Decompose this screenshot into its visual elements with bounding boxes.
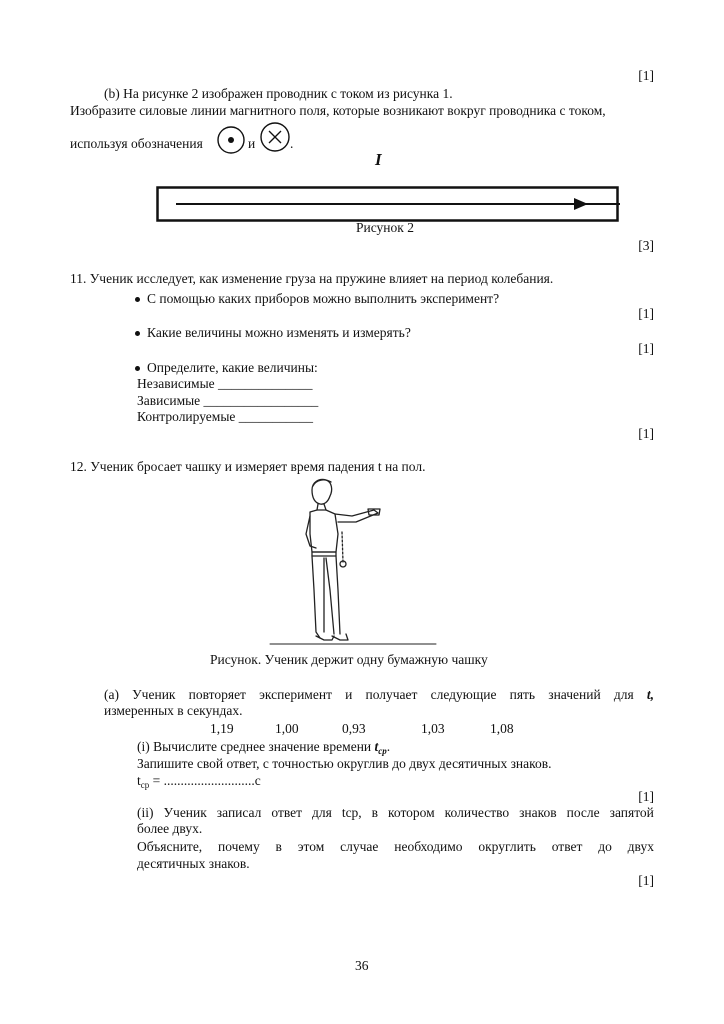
current-arrow-head [574, 198, 588, 210]
mark: [1] [638, 426, 654, 441]
mark: [1] [638, 306, 654, 321]
q11-bullet3: Определите, какие величины: [147, 360, 318, 375]
q12a-word: повторяет [188, 687, 246, 702]
answer-t-sub: ср [140, 780, 150, 790]
q11-controlled: Контролируемые ___________ [137, 409, 314, 424]
q12-ii-word: случае [340, 839, 379, 854]
answer-t: t [137, 773, 141, 788]
mark: [1] [638, 68, 654, 83]
value-2: 1,00 [275, 721, 299, 736]
q12-ii-word: записал [216, 805, 262, 820]
mark: [1] [638, 341, 654, 356]
cross-symbol-icon [258, 120, 292, 154]
q12a-line1 [104, 687, 654, 703]
q12-ii-word: tср, [341, 805, 362, 820]
q10b-line1: (b) На рисунке 2 изображен проводник с током из рисунка 1. [104, 86, 453, 101]
q11-bullet2: Какие величины можно изменять и измерять? [147, 325, 411, 340]
bullet-icon [135, 366, 140, 371]
q12-answer-line [137, 773, 261, 793]
value-4: 1,03 [421, 721, 445, 736]
q12-ii-word: до [598, 839, 612, 854]
q12a-word: (а) [104, 687, 119, 702]
q12a-word: Ученик [132, 687, 176, 702]
figure2-caption: Рисунок 2 [356, 220, 414, 235]
student-figure-caption: Рисунок. Ученик держит одну бумажную чашку [210, 652, 488, 667]
q12a-word: получает [365, 687, 418, 702]
q11-bullet1: С помощью каких приборов можно выполнить эксперимент? [147, 291, 500, 306]
t-var-sub: ср [378, 746, 387, 756]
q12a-word: для [613, 687, 634, 702]
q12-ii-word: почему [218, 839, 260, 854]
student-figure [268, 472, 440, 648]
q12-ii-word: после [566, 805, 600, 820]
q12-ii-word: котором [388, 805, 435, 820]
q12-ii-word: ответ [271, 805, 303, 820]
q12-ii-word: округлить [478, 839, 536, 854]
q12-ii-word: в [371, 805, 379, 820]
t-var: t [374, 739, 379, 754]
bullet-icon [135, 331, 140, 336]
q12-ii-line2: более двух. [137, 821, 203, 836]
q12-ii-line1 [137, 805, 654, 821]
t-var-end: . [386, 739, 391, 754]
q12-ii-word: необходимо [394, 839, 463, 854]
q12-ii-word: количество [444, 805, 510, 820]
q12-ii-word: Ученик [163, 805, 207, 820]
q10b-line3-text: используя обозначения [70, 136, 203, 151]
bullet-icon [135, 297, 140, 302]
q12-ii-word: Объясните, [137, 839, 203, 854]
q10b-end: . [290, 136, 294, 151]
q12a-word: и [345, 687, 353, 702]
mark: [1] [638, 789, 654, 804]
mark: [3] [638, 238, 654, 253]
q12-ii-word: двух [627, 839, 654, 854]
q12-ii-word: ответ [551, 839, 583, 854]
q12-ii-line4: десятичных знаков. [137, 856, 250, 871]
q12a-word: следующие [430, 687, 497, 702]
q12a-word: эксперимент [259, 687, 332, 702]
current-label: I [375, 150, 382, 169]
q12a-word: пять [509, 687, 536, 702]
q12-i-line2: Запишите свой ответ, с точностью округлив до двух десятичных знаков. [137, 756, 552, 771]
q12-ii-word: (ii) [137, 805, 154, 820]
mark: [1] [638, 873, 654, 888]
value-1: 1,19 [210, 721, 234, 736]
conductor-figure [156, 186, 620, 224]
q12-stem: 12. Ученик бросает чашку и измеряет время падения t на пол. [70, 459, 426, 474]
q12a-line2: измеренных в секундах. [104, 703, 243, 718]
q10b-line3 [70, 136, 203, 152]
q12-ii-word: в [275, 839, 282, 854]
dot-symbol-icon [215, 124, 247, 156]
answer-rest: = ...........................с [149, 773, 261, 788]
q12-ii-word: этом [297, 839, 325, 854]
q11-stem: 11. Ученик исследует, как изменение груза на пружине влияет на период колебания. [70, 271, 554, 286]
q12-i-text: (i) Вычислите среднее значение времени [137, 739, 375, 754]
q12a-word: t, [646, 687, 654, 702]
q11-dependent: Зависимые _________________ [137, 393, 319, 408]
value-3: 0,93 [342, 721, 366, 736]
value-5: 1,08 [490, 721, 514, 736]
q10b-line2: Изобразите силовые линии магнитного поля, которые возникают вокруг проводника с током, [70, 103, 606, 118]
q12-ii-word: для [312, 805, 332, 820]
q12-ii-word: запятой [609, 805, 654, 820]
q11-independent: Независимые ______________ [137, 376, 313, 391]
q12a-word: значений [548, 687, 601, 702]
page-number: 36 [355, 958, 369, 973]
q12-ii-line3 [137, 839, 654, 855]
q12-ii-word: знаков [519, 805, 557, 820]
q10b-and: и [248, 136, 256, 151]
